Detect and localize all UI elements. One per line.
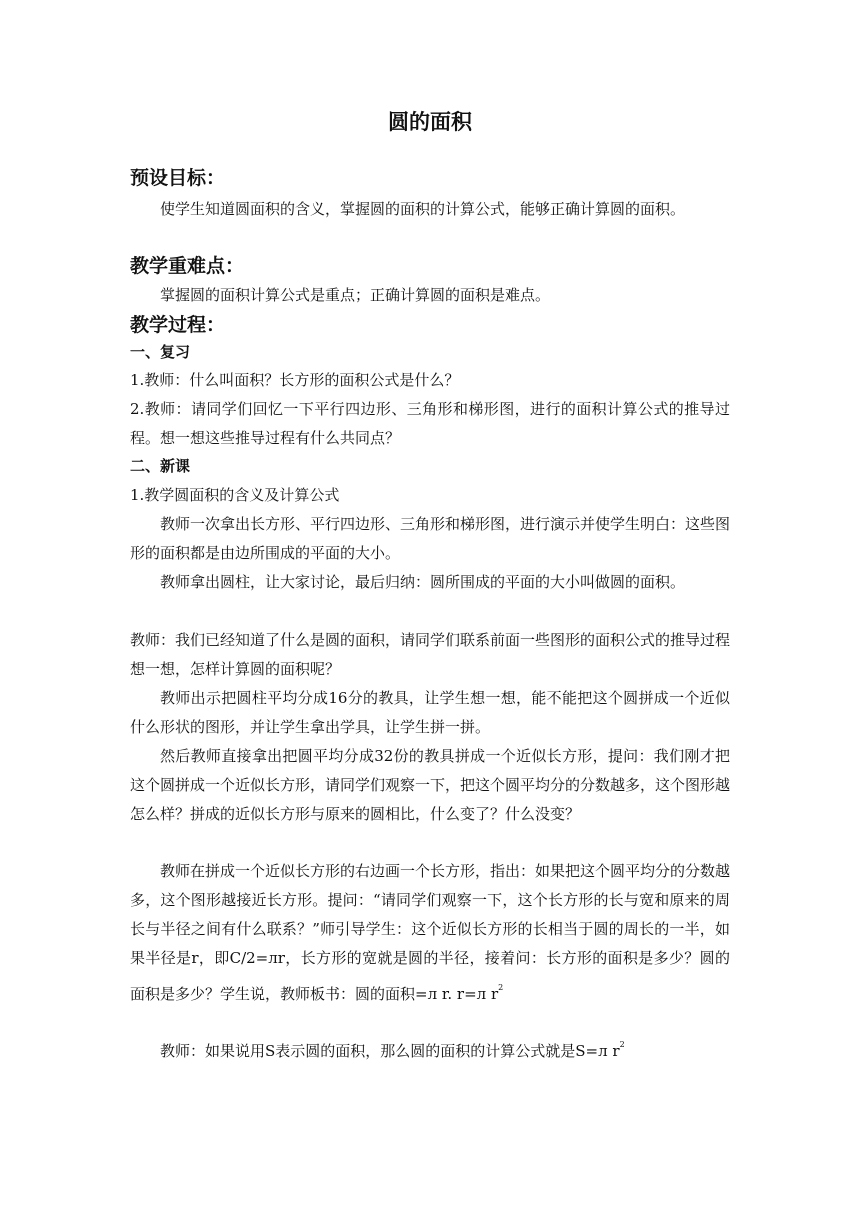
paragraph-2: 教师拿出圆柱，让大家讨论，最后归纳：圆所围成的平面的大小叫做圆的面积。 (160, 573, 686, 591)
paragraph-5: 然后教师直接拿出把圆平均分成32份的教具拼成一个近似长方形，提问：我们刚才把这个圆拼成一个近似长方形，请同学们观察一下，把这个圆平均分的分数越多，这个图形越怎么样？拼成的近似长方形与原来的圆相比，什么变了？什么没变？ (130, 747, 731, 823)
paragraph-3: 教师：我们已经知道了什么是圆的面积，请同学们联系前面一些图形的面积公式的推导过程想一想，怎样计算圆的面积呢？ (130, 631, 731, 678)
new-lesson-heading: 二、新课 (130, 457, 191, 475)
review-question-2: 2.教师：请同学们回忆一下平行四边形、三角形和梯形图，进行的面积计算公式的推导过程。想一想这些推导过程有什么共同点？ (130, 400, 730, 447)
review-question-1: 1.教师：什么叫面积？长方形的面积公式是什么？ (130, 371, 460, 389)
review-heading: 一、复习 (130, 343, 191, 361)
paragraph-7 (130, 1030, 730, 1066)
goals-heading: 预设目标： (130, 167, 226, 189)
process-heading: 教学过程： (130, 314, 226, 336)
goals-text: 使学生知道圆面积的含义，掌握圆的面积的计算公式，能够正确计算圆的面积。 (160, 200, 686, 218)
paragraph-6-superscript: 2 (498, 983, 504, 992)
document-title: 圆的面积 (388, 110, 472, 134)
keypoints-text: 掌握圆的面积计算公式是重点；正确计算圆的面积是难点。 (160, 286, 551, 304)
paragraph-7-superscript: 2 (619, 1040, 625, 1049)
new-lesson-subheading: 1.教学圆面积的含义及计算公式 (130, 486, 340, 504)
keypoints-heading: 教学重难点： (130, 255, 245, 277)
paragraph-7-text: 教师：如果说用S表示圆的面积，那么圆的面积的计算公式就是S=л r (160, 1042, 620, 1060)
paragraph-6 (130, 857, 730, 1009)
paragraph-1: 教师一次拿出长方形、平行四边形、三角形和梯形图，进行演示并使学生明白：这些图形的面积都是由边所围成的平面的大小。 (130, 515, 731, 562)
paragraph-6-text: 教师在拼成一个近似长方形的右边画一个长方形，指出：如果把这个圆平均分的分数越多，这个图形越接近长方形。提问：“请同学们观察一下，这个长方形的长与宽和原来的周长与半径之间有什么联系？”师引导学生：这个近似长方形的长相当于圆的周长的一半，如果半径是r，即C/2=лr，长方形的宽就是圆的半径，接着问：长方形的面积是多少？圆的面积是多少？学生说，教师板书：圆的面积=л r. r=л r (130, 862, 731, 1003)
paragraph-4: 教师出示把圆柱平均分成16分的教具，让学生想一想，能不能把这个圆拼成一个近似什么形状的图形，并让学生拿出学具，让学生拼一拼。 (130, 689, 730, 736)
